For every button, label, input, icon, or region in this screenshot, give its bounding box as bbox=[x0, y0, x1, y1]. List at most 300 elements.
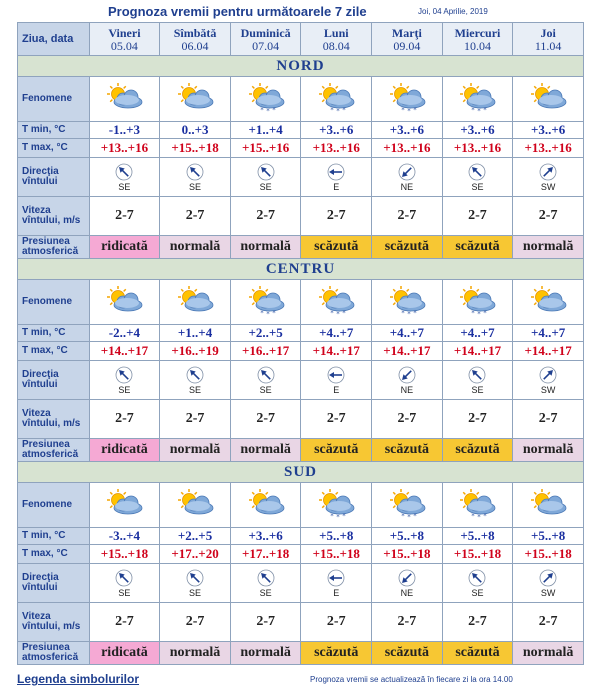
svg-text:*: * bbox=[471, 512, 476, 520]
day-date: 06.04 bbox=[181, 38, 209, 53]
compass-arrow-icon bbox=[115, 366, 133, 384]
compass-arrow-icon bbox=[539, 163, 557, 181]
wind-direction bbox=[301, 569, 371, 598]
partly-cloudy-icon bbox=[172, 488, 218, 522]
wind-direction bbox=[513, 569, 583, 598]
wind-direction-cell bbox=[442, 564, 513, 603]
wind-direction-label: SW bbox=[540, 181, 556, 192]
forecast-table bbox=[17, 22, 584, 665]
row-label: Presiunea atmosferică bbox=[18, 236, 90, 259]
compass-arrow-icon bbox=[186, 163, 204, 181]
svg-text:*: * bbox=[477, 107, 482, 115]
day-header bbox=[89, 23, 160, 56]
tmax-value: +16..+17 bbox=[230, 342, 301, 361]
wind-direction-label: SE bbox=[189, 181, 202, 192]
tmax-value: +13..+16 bbox=[301, 139, 372, 158]
tmin-row bbox=[18, 528, 584, 545]
page-header bbox=[0, 4, 600, 20]
tmin-value: -2..+4 bbox=[89, 325, 160, 342]
wind-direction-label: SE bbox=[118, 384, 131, 395]
wind-direction-cell bbox=[230, 361, 301, 400]
svg-text:*: * bbox=[483, 106, 488, 114]
day-date: 07.04 bbox=[252, 38, 280, 53]
tmax-value: +15..+18 bbox=[442, 545, 513, 564]
tmin-value: +1..+4 bbox=[230, 122, 301, 139]
cloudy-snow-icon bbox=[454, 285, 500, 319]
day-date: 08.04 bbox=[322, 38, 350, 53]
tmin-value: +2..+5 bbox=[230, 325, 301, 342]
phenomena-cell bbox=[372, 483, 443, 528]
svg-text:*: * bbox=[265, 310, 270, 318]
tmin-value: +5..+8 bbox=[442, 528, 513, 545]
tmin-value: -3..+4 bbox=[89, 528, 160, 545]
wind-speed-row bbox=[18, 400, 584, 439]
wind-speed-value: 2-7 bbox=[372, 603, 443, 642]
pressure-value: scăzută bbox=[372, 236, 443, 259]
wind-speed-value: 2-7 bbox=[372, 197, 443, 236]
page-title: Prognoza vremii pentru următoarele 7 zile bbox=[108, 4, 367, 19]
svg-text:*: * bbox=[259, 309, 264, 317]
wind-direction-row bbox=[18, 564, 584, 603]
wind-direction-cell bbox=[372, 158, 443, 197]
wind-direction-cell bbox=[372, 564, 443, 603]
wind-direction-cell bbox=[301, 158, 372, 197]
day-date: 11.04 bbox=[534, 38, 562, 53]
tmax-value: +15..+18 bbox=[89, 545, 160, 564]
wind-direction bbox=[443, 163, 513, 192]
region-name: NORD bbox=[18, 56, 584, 77]
wind-direction-row bbox=[18, 158, 584, 197]
wind-direction bbox=[231, 366, 301, 395]
wind-direction bbox=[301, 366, 371, 395]
wind-direction-cell bbox=[513, 158, 584, 197]
tmax-value: +14..+17 bbox=[442, 342, 513, 361]
tmax-value: +14..+17 bbox=[89, 342, 160, 361]
wind-direction bbox=[513, 366, 583, 395]
pressure-row bbox=[18, 439, 584, 462]
row-label: T max, °C bbox=[18, 545, 90, 564]
phenomena-cell bbox=[230, 280, 301, 325]
header-label: Ziua, data bbox=[18, 23, 90, 56]
svg-text:*: * bbox=[413, 512, 417, 520]
row-label: Direcţia vîntului bbox=[18, 158, 90, 197]
partly-cloudy-icon bbox=[172, 82, 218, 116]
pressure-value: normală bbox=[513, 439, 584, 462]
tmin-value: +4..+7 bbox=[513, 325, 584, 342]
wind-direction bbox=[90, 569, 160, 598]
tmax-row bbox=[18, 545, 584, 564]
region-name: CENTRU bbox=[18, 259, 584, 280]
cloudy-snow-icon bbox=[243, 82, 289, 116]
wind-direction bbox=[372, 163, 442, 192]
svg-text:*: * bbox=[336, 310, 340, 318]
wind-direction-cell bbox=[442, 158, 513, 197]
pressure-value: normală bbox=[513, 236, 584, 259]
wind-direction-cell bbox=[442, 361, 513, 400]
wind-direction-label: SE bbox=[259, 587, 272, 598]
pressure-row bbox=[18, 642, 584, 665]
cloudy-snow-icon bbox=[313, 488, 359, 522]
phenomena-row bbox=[18, 280, 584, 325]
wind-direction-label: NE bbox=[400, 384, 414, 395]
row-label: Fenomene bbox=[18, 483, 90, 528]
partly-cloudy-icon bbox=[101, 82, 147, 116]
tmin-value: +3..+6 bbox=[230, 528, 301, 545]
wind-direction-label: NE bbox=[400, 181, 414, 192]
wind-direction bbox=[160, 366, 230, 395]
tmax-value: +15..+18 bbox=[513, 545, 584, 564]
phenomena-cell bbox=[230, 77, 301, 122]
compass-arrow-icon bbox=[327, 366, 345, 384]
row-label: Viteza vîntului, m/s bbox=[18, 197, 90, 236]
cloudy-snow-icon bbox=[313, 82, 359, 116]
phenomena-cell bbox=[513, 483, 584, 528]
phenomena-cell bbox=[442, 280, 513, 325]
wind-direction-row bbox=[18, 361, 584, 400]
tmin-row bbox=[18, 122, 584, 139]
phenomena-row bbox=[18, 483, 584, 528]
day-name: Sîmbătă bbox=[173, 25, 217, 40]
wind-direction bbox=[372, 366, 442, 395]
partly-cloudy-icon bbox=[101, 285, 147, 319]
phenomena-cell bbox=[89, 280, 160, 325]
day-header bbox=[230, 23, 301, 56]
svg-text:*: * bbox=[336, 513, 340, 521]
day-header bbox=[442, 23, 513, 56]
compass-arrow-icon bbox=[327, 569, 345, 587]
wind-direction-label: SE bbox=[118, 587, 131, 598]
wind-direction-cell bbox=[89, 158, 160, 197]
phenomena-cell bbox=[89, 77, 160, 122]
tmin-value: 0..+3 bbox=[160, 122, 231, 139]
wind-speed-value: 2-7 bbox=[160, 197, 231, 236]
svg-text:*: * bbox=[336, 107, 340, 115]
svg-text:*: * bbox=[413, 106, 417, 114]
compass-arrow-icon bbox=[257, 163, 275, 181]
svg-text:*: * bbox=[407, 513, 411, 521]
wind-direction bbox=[231, 569, 301, 598]
pressure-value: normală bbox=[513, 642, 584, 665]
day-header bbox=[372, 23, 443, 56]
partly-cloudy-icon bbox=[101, 488, 147, 522]
svg-text:*: * bbox=[330, 106, 334, 114]
pressure-row bbox=[18, 236, 584, 259]
phenomena-cell bbox=[160, 280, 231, 325]
cloudy-snow-icon bbox=[243, 285, 289, 319]
svg-text:*: * bbox=[401, 309, 405, 317]
days-header-row bbox=[18, 23, 584, 56]
pressure-value: scăzută bbox=[301, 642, 372, 665]
wind-direction-label: SE bbox=[189, 587, 202, 598]
svg-text:*: * bbox=[407, 107, 411, 115]
wind-speed-value: 2-7 bbox=[89, 197, 160, 236]
wind-direction bbox=[301, 163, 371, 192]
wind-speed-row bbox=[18, 603, 584, 642]
svg-text:*: * bbox=[471, 309, 476, 317]
wind-speed-value: 2-7 bbox=[160, 603, 231, 642]
tmin-value: -1..+3 bbox=[89, 122, 160, 139]
pressure-value: scăzută bbox=[372, 439, 443, 462]
row-label: T min, °C bbox=[18, 528, 90, 545]
tmin-value: +3..+6 bbox=[372, 122, 443, 139]
wind-direction-cell bbox=[160, 158, 231, 197]
day-header bbox=[160, 23, 231, 56]
wind-speed-value: 2-7 bbox=[372, 400, 443, 439]
phenomena-cell bbox=[89, 483, 160, 528]
wind-direction bbox=[90, 366, 160, 395]
row-label: Viteza vîntului, m/s bbox=[18, 400, 90, 439]
cloudy-snow-icon bbox=[384, 488, 430, 522]
wind-speed-value: 2-7 bbox=[513, 197, 584, 236]
svg-text:*: * bbox=[407, 310, 411, 318]
svg-text:*: * bbox=[401, 106, 405, 114]
tmax-value: +17..+18 bbox=[230, 545, 301, 564]
region-row bbox=[18, 56, 584, 77]
wind-direction-label: SE bbox=[259, 384, 272, 395]
pressure-value: ridicată bbox=[89, 439, 160, 462]
compass-arrow-icon bbox=[539, 569, 557, 587]
tmin-value: +4..+7 bbox=[301, 325, 372, 342]
tmin-value: +5..+8 bbox=[513, 528, 584, 545]
wind-direction-cell bbox=[301, 361, 372, 400]
pressure-value: ridicată bbox=[89, 236, 160, 259]
svg-text:*: * bbox=[471, 106, 476, 114]
row-label: Direcţia vîntului bbox=[18, 361, 90, 400]
svg-text:*: * bbox=[483, 309, 488, 317]
tmin-row bbox=[18, 325, 584, 342]
wind-speed-value: 2-7 bbox=[442, 197, 513, 236]
row-label: Direcţia vîntului bbox=[18, 564, 90, 603]
tmax-value: +13..+16 bbox=[442, 139, 513, 158]
tmin-value: +2..+5 bbox=[160, 528, 231, 545]
cloudy-snow-icon bbox=[454, 488, 500, 522]
wind-direction-label: SE bbox=[259, 181, 272, 192]
compass-arrow-icon bbox=[327, 163, 345, 181]
wind-direction-label: E bbox=[333, 181, 340, 192]
wind-speed-value: 2-7 bbox=[89, 603, 160, 642]
svg-text:*: * bbox=[265, 107, 270, 115]
phenomena-cell bbox=[372, 280, 443, 325]
region-row bbox=[18, 462, 584, 483]
wind-direction-cell bbox=[513, 564, 584, 603]
wind-direction-label: NE bbox=[400, 587, 414, 598]
cloudy-snow-icon bbox=[313, 285, 359, 319]
day-name: Joi bbox=[540, 25, 556, 40]
wind-direction-cell bbox=[160, 564, 231, 603]
wind-direction bbox=[513, 163, 583, 192]
tmax-value: +15..+18 bbox=[160, 139, 231, 158]
pressure-value: normală bbox=[160, 236, 231, 259]
wind-speed-row bbox=[18, 197, 584, 236]
tmax-value: +16..+19 bbox=[160, 342, 231, 361]
compass-arrow-icon bbox=[468, 163, 486, 181]
wind-direction-label: SE bbox=[471, 384, 484, 395]
legend-link[interactable]: Legenda simbolurilor bbox=[17, 672, 140, 686]
svg-text:*: * bbox=[401, 512, 405, 520]
compass-arrow-icon bbox=[468, 366, 486, 384]
row-label: Presiunea atmosferică bbox=[18, 439, 90, 462]
tmin-value: +3..+6 bbox=[513, 122, 584, 139]
phenomena-cell bbox=[301, 77, 372, 122]
tmax-value: +14..+17 bbox=[301, 342, 372, 361]
row-label: T min, °C bbox=[18, 325, 90, 342]
wind-direction bbox=[231, 163, 301, 192]
compass-arrow-icon bbox=[186, 569, 204, 587]
wind-speed-value: 2-7 bbox=[230, 603, 301, 642]
compass-arrow-icon bbox=[257, 366, 275, 384]
wind-direction bbox=[443, 569, 513, 598]
wind-speed-value: 2-7 bbox=[442, 400, 513, 439]
svg-text:*: * bbox=[413, 309, 417, 317]
row-label: T max, °C bbox=[18, 139, 90, 158]
partly-cloudy-icon bbox=[525, 285, 571, 319]
phenomena-cell bbox=[372, 77, 443, 122]
svg-text:*: * bbox=[342, 309, 346, 317]
svg-text:*: * bbox=[342, 512, 346, 520]
wind-direction-label: SE bbox=[118, 181, 131, 192]
wind-speed-value: 2-7 bbox=[230, 400, 301, 439]
wind-speed-value: 2-7 bbox=[89, 400, 160, 439]
tmin-value: +4..+7 bbox=[372, 325, 443, 342]
phenomena-cell bbox=[301, 280, 372, 325]
wind-direction-cell bbox=[160, 361, 231, 400]
svg-text:*: * bbox=[271, 309, 276, 317]
partly-cloudy-icon bbox=[525, 82, 571, 116]
pressure-value: normală bbox=[160, 642, 231, 665]
svg-text:*: * bbox=[342, 106, 346, 114]
pressure-value: normală bbox=[230, 236, 301, 259]
wind-speed-value: 2-7 bbox=[301, 400, 372, 439]
wind-direction-cell bbox=[301, 564, 372, 603]
day-name: Duminică bbox=[240, 25, 291, 40]
pressure-value: scăzută bbox=[442, 439, 513, 462]
row-label: T max, °C bbox=[18, 342, 90, 361]
compass-arrow-icon bbox=[468, 569, 486, 587]
phenomena-cell bbox=[301, 483, 372, 528]
compass-arrow-icon bbox=[398, 569, 416, 587]
wind-speed-value: 2-7 bbox=[301, 603, 372, 642]
wind-direction-label: SE bbox=[471, 181, 484, 192]
wind-direction-label: E bbox=[333, 384, 340, 395]
wind-speed-value: 2-7 bbox=[442, 603, 513, 642]
day-name: Vineri bbox=[108, 25, 141, 40]
day-header bbox=[513, 23, 584, 56]
region-name: SUD bbox=[18, 462, 584, 483]
pressure-value: scăzută bbox=[301, 236, 372, 259]
compass-arrow-icon bbox=[115, 569, 133, 587]
pressure-value: scăzută bbox=[442, 236, 513, 259]
tmin-value: +4..+7 bbox=[442, 325, 513, 342]
phenomena-cell bbox=[442, 483, 513, 528]
cloudy-snow-icon bbox=[384, 285, 430, 319]
compass-arrow-icon bbox=[115, 163, 133, 181]
row-label: Viteza vîntului, m/s bbox=[18, 603, 90, 642]
phenomena-cell bbox=[513, 280, 584, 325]
day-date: 10.04 bbox=[463, 38, 491, 53]
tmin-value: +5..+8 bbox=[372, 528, 443, 545]
wind-direction bbox=[372, 569, 442, 598]
partly-cloudy-icon bbox=[525, 488, 571, 522]
phenomena-cell bbox=[160, 77, 231, 122]
compass-arrow-icon bbox=[398, 163, 416, 181]
pressure-value: normală bbox=[230, 439, 301, 462]
wind-direction-cell bbox=[89, 564, 160, 603]
pressure-value: scăzută bbox=[301, 439, 372, 462]
wind-direction bbox=[160, 569, 230, 598]
phenomena-cell bbox=[513, 77, 584, 122]
tmin-value: +3..+6 bbox=[442, 122, 513, 139]
wind-direction-label: SE bbox=[471, 587, 484, 598]
compass-arrow-icon bbox=[257, 569, 275, 587]
wind-direction-label: SW bbox=[540, 384, 556, 395]
compass-arrow-icon bbox=[186, 366, 204, 384]
tmax-value: +15..+18 bbox=[372, 545, 443, 564]
wind-direction-label: E bbox=[333, 587, 340, 598]
tmin-value: +5..+8 bbox=[301, 528, 372, 545]
day-header bbox=[301, 23, 372, 56]
wind-speed-value: 2-7 bbox=[513, 603, 584, 642]
compass-arrow-icon bbox=[398, 366, 416, 384]
wind-direction-cell bbox=[372, 361, 443, 400]
svg-text:*: * bbox=[330, 512, 334, 520]
day-name: Miercuri bbox=[454, 25, 501, 40]
partly-cloudy-icon bbox=[243, 488, 289, 522]
tmax-value: +13..+16 bbox=[372, 139, 443, 158]
wind-direction-cell bbox=[89, 361, 160, 400]
wind-direction bbox=[90, 163, 160, 192]
day-date: 05.04 bbox=[110, 38, 138, 53]
svg-text:*: * bbox=[477, 513, 482, 521]
pressure-value: scăzută bbox=[372, 642, 443, 665]
row-label: Fenomene bbox=[18, 77, 90, 122]
wind-direction bbox=[160, 163, 230, 192]
pressure-value: normală bbox=[230, 642, 301, 665]
cloudy-snow-icon bbox=[384, 82, 430, 116]
update-note: Prognoza vremii se actualizează în fiecare zi la ora 14.00 bbox=[310, 675, 513, 684]
day-date: 09.04 bbox=[393, 38, 421, 53]
row-label: T min, °C bbox=[18, 122, 90, 139]
pressure-value: scăzută bbox=[442, 642, 513, 665]
pressure-value: ridicată bbox=[89, 642, 160, 665]
tmax-value: +15..+18 bbox=[301, 545, 372, 564]
tmax-row bbox=[18, 342, 584, 361]
tmax-row bbox=[18, 139, 584, 158]
phenomena-cell bbox=[160, 483, 231, 528]
day-name: Luni bbox=[323, 25, 349, 40]
wind-direction-cell bbox=[513, 361, 584, 400]
wind-direction-label: SE bbox=[189, 384, 202, 395]
wind-speed-value: 2-7 bbox=[160, 400, 231, 439]
pressure-value: normală bbox=[160, 439, 231, 462]
wind-direction-cell bbox=[230, 158, 301, 197]
row-label: Fenomene bbox=[18, 280, 90, 325]
phenomena-cell bbox=[442, 77, 513, 122]
partly-cloudy-icon bbox=[172, 285, 218, 319]
svg-text:*: * bbox=[259, 106, 264, 114]
tmax-value: +17..+20 bbox=[160, 545, 231, 564]
tmin-value: +3..+6 bbox=[301, 122, 372, 139]
wind-speed-value: 2-7 bbox=[230, 197, 301, 236]
tmax-value: +13..+16 bbox=[89, 139, 160, 158]
tmax-value: +14..+17 bbox=[372, 342, 443, 361]
tmax-value: +13..+16 bbox=[513, 139, 584, 158]
svg-text:*: * bbox=[330, 309, 334, 317]
svg-text:*: * bbox=[271, 106, 276, 114]
phenomena-cell bbox=[230, 483, 301, 528]
wind-direction-cell bbox=[230, 564, 301, 603]
row-label: Presiunea atmosferică bbox=[18, 642, 90, 665]
tmax-value: +14..+17 bbox=[513, 342, 584, 361]
